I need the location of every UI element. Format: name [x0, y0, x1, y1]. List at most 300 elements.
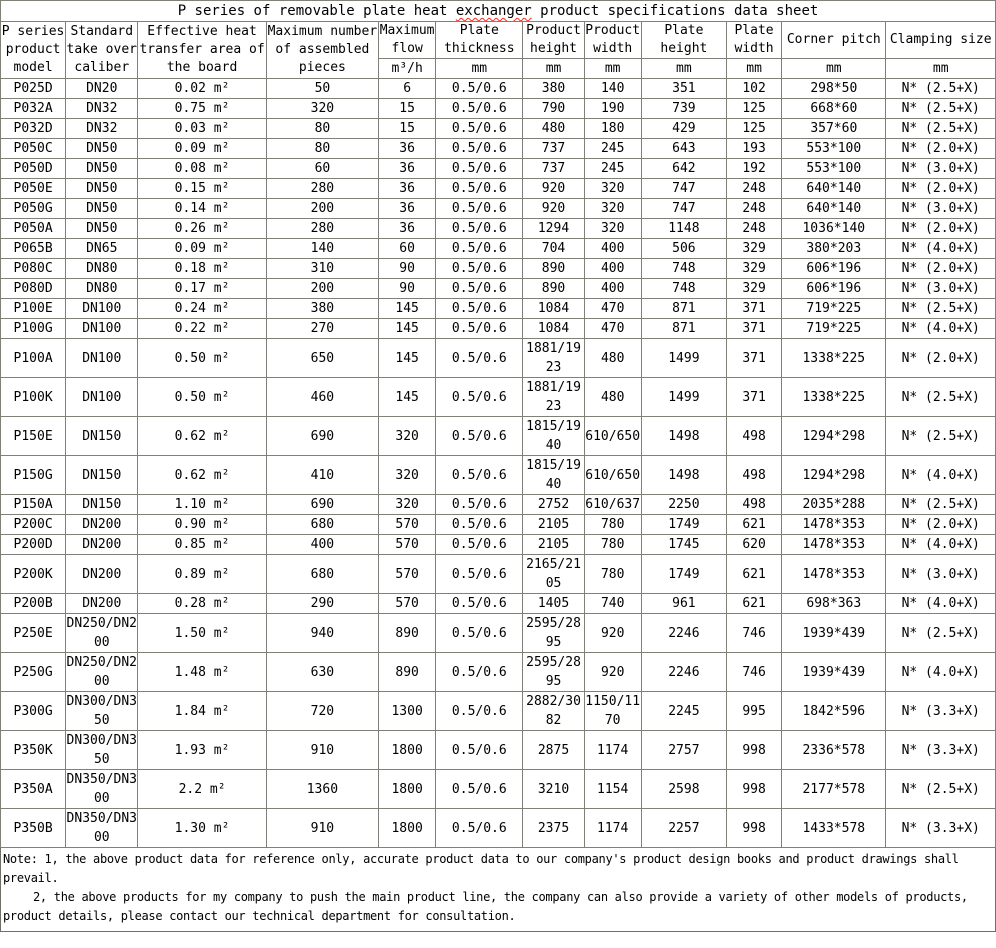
cell-caliber: DN150	[66, 495, 138, 515]
cell-plate-width: 995	[727, 692, 782, 731]
cell-model: P080D	[1, 279, 66, 299]
table-row	[1, 770, 996, 809]
cell-caliber: DN80	[66, 259, 138, 279]
cell-product-height: 1815/1940	[523, 456, 584, 495]
cell-plate-width: 248	[727, 179, 782, 199]
cell-area: 0.62 m²	[138, 417, 266, 456]
cell-area: 1.48 m²	[138, 653, 266, 692]
cell-product-width: 470	[584, 299, 641, 319]
cell-thickness: 0.5/0.6	[436, 692, 523, 731]
cell-clamping-size: N* (3.0+X)	[886, 199, 996, 219]
col-header-thickness: Plate thickness	[436, 22, 523, 59]
cell-caliber: DN350/DN300	[66, 770, 138, 809]
cell-corner-pitch: 298*50	[782, 79, 886, 99]
cell-model: P200B	[1, 594, 66, 614]
cell-plate-width: 125	[727, 119, 782, 139]
cell-area: 0.18 m²	[138, 259, 266, 279]
cell-flow: 1800	[379, 809, 436, 848]
page-title	[1, 1, 996, 22]
cell-plate-width: 998	[727, 809, 782, 848]
cell-product-height: 2165/2105	[523, 555, 584, 594]
cell-flow: 570	[379, 594, 436, 614]
cell-plate-height: 747	[641, 179, 726, 199]
cell-area: 0.17 m²	[138, 279, 266, 299]
cell-area: 0.26 m²	[138, 219, 266, 239]
cell-product-height: 2595/2895	[523, 653, 584, 692]
cell-corner-pitch: 2177*578	[782, 770, 886, 809]
cell-pieces: 140	[266, 239, 378, 259]
cell-thickness: 0.5/0.6	[436, 653, 523, 692]
cell-caliber: DN100	[66, 339, 138, 378]
col-header-model: P series product model	[1, 22, 66, 79]
cell-corner-pitch: 2035*288	[782, 495, 886, 515]
cell-corner-pitch: 357*60	[782, 119, 886, 139]
cell-clamping-size: N* (3.0+X)	[886, 555, 996, 594]
cell-product-width: 920	[584, 653, 641, 692]
cell-model: P200C	[1, 515, 66, 535]
table-row	[1, 614, 996, 653]
cell-product-width: 400	[584, 259, 641, 279]
cell-caliber: DN300/DN350	[66, 731, 138, 770]
cell-product-height: 2105	[523, 535, 584, 555]
cell-pieces: 380	[266, 299, 378, 319]
cell-thickness: 0.5/0.6	[436, 299, 523, 319]
cell-product-height: 1881/1923	[523, 378, 584, 417]
cell-plate-height: 871	[641, 299, 726, 319]
cell-caliber: DN200	[66, 555, 138, 594]
cell-flow: 36	[379, 139, 436, 159]
cell-flow: 36	[379, 219, 436, 239]
cell-plate-height: 2257	[641, 809, 726, 848]
cell-plate-width: 371	[727, 339, 782, 378]
cell-caliber: DN200	[66, 515, 138, 535]
cell-plate-height: 642	[641, 159, 726, 179]
footnotes	[0, 848, 996, 932]
cell-clamping-size: N* (2.5+X)	[886, 79, 996, 99]
cell-area: 0.15 m²	[138, 179, 266, 199]
cell-product-width: 245	[584, 139, 641, 159]
cell-plate-width: 498	[727, 417, 782, 456]
cell-plate-height: 2757	[641, 731, 726, 770]
cell-product-width: 190	[584, 99, 641, 119]
cell-product-height: 2752	[523, 495, 584, 515]
cell-flow: 145	[379, 378, 436, 417]
cell-thickness: 0.5/0.6	[436, 339, 523, 378]
cell-plate-height: 1498	[641, 456, 726, 495]
table-row	[1, 417, 996, 456]
cell-flow: 570	[379, 515, 436, 535]
table-row	[1, 456, 996, 495]
table-row	[1, 535, 996, 555]
title-post: product specifications data sheet	[531, 3, 819, 19]
cell-plate-width: 621	[727, 594, 782, 614]
cell-pieces: 280	[266, 219, 378, 239]
cell-pieces: 200	[266, 199, 378, 219]
cell-model: P150E	[1, 417, 66, 456]
cell-product-height: 1084	[523, 299, 584, 319]
cell-corner-pitch: 719*225	[782, 319, 886, 339]
cell-plate-width: 192	[727, 159, 782, 179]
cell-corner-pitch: 606*196	[782, 259, 886, 279]
cell-flow: 320	[379, 456, 436, 495]
cell-caliber: DN200	[66, 535, 138, 555]
cell-pieces: 680	[266, 515, 378, 535]
cell-product-width: 1154	[584, 770, 641, 809]
cell-clamping-size: N* (3.3+X)	[886, 692, 996, 731]
cell-pieces: 690	[266, 417, 378, 456]
cell-flow: 90	[379, 279, 436, 299]
cell-pieces: 940	[266, 614, 378, 653]
cell-corner-pitch: 1478*353	[782, 515, 886, 535]
cell-caliber: DN32	[66, 99, 138, 119]
cell-plate-width: 193	[727, 139, 782, 159]
cell-clamping-size: N* (2.5+X)	[886, 417, 996, 456]
cell-plate-width: 125	[727, 99, 782, 119]
cell-caliber: DN100	[66, 319, 138, 339]
cell-clamping-size: N* (4.0+X)	[886, 239, 996, 259]
cell-thickness: 0.5/0.6	[436, 417, 523, 456]
cell-model: P032A	[1, 99, 66, 119]
cell-clamping-size: N* (2.0+X)	[886, 179, 996, 199]
cell-pieces: 910	[266, 809, 378, 848]
cell-pieces: 80	[266, 119, 378, 139]
cell-pieces: 720	[266, 692, 378, 731]
cell-model: P300G	[1, 692, 66, 731]
cell-product-width: 480	[584, 339, 641, 378]
cell-corner-pitch: 640*140	[782, 199, 886, 219]
cell-product-height: 2375	[523, 809, 584, 848]
cell-corner-pitch: 606*196	[782, 279, 886, 299]
cell-clamping-size: N* (4.0+X)	[886, 535, 996, 555]
table-row	[1, 79, 996, 99]
cell-area: 0.09 m²	[138, 239, 266, 259]
cell-thickness: 0.5/0.6	[436, 139, 523, 159]
cell-product-width: 920	[584, 614, 641, 653]
cell-clamping-size: N* (3.3+X)	[886, 809, 996, 848]
cell-flow: 145	[379, 319, 436, 339]
cell-thickness: 0.5/0.6	[436, 535, 523, 555]
cell-plate-height: 871	[641, 319, 726, 339]
cell-thickness: 0.5/0.6	[436, 378, 523, 417]
col-header-corner-pitch: Corner pitch	[782, 22, 886, 59]
cell-flow: 145	[379, 299, 436, 319]
cell-corner-pitch: 2336*578	[782, 731, 886, 770]
cell-clamping-size: N* (2.0+X)	[886, 339, 996, 378]
title-pre: P series of removable plate heat	[177, 3, 456, 19]
table-row	[1, 555, 996, 594]
cell-flow: 570	[379, 535, 436, 555]
cell-flow: 90	[379, 259, 436, 279]
cell-plate-height: 2598	[641, 770, 726, 809]
cell-area: 0.50 m²	[138, 339, 266, 378]
cell-pieces: 1360	[266, 770, 378, 809]
unit-product-height: mm	[523, 59, 584, 79]
cell-caliber: DN20	[66, 79, 138, 99]
cell-caliber: DN50	[66, 199, 138, 219]
cell-thickness: 0.5/0.6	[436, 79, 523, 99]
cell-corner-pitch: 1478*353	[782, 555, 886, 594]
unit-plate-width: mm	[727, 59, 782, 79]
cell-thickness: 0.5/0.6	[436, 594, 523, 614]
cell-plate-width: 498	[727, 495, 782, 515]
cell-plate-width: 620	[727, 535, 782, 555]
cell-plate-width: 371	[727, 299, 782, 319]
table-row	[1, 239, 996, 259]
cell-flow: 1800	[379, 731, 436, 770]
cell-pieces: 680	[266, 555, 378, 594]
cell-product-width: 780	[584, 555, 641, 594]
cell-model: P050G	[1, 199, 66, 219]
cell-plate-height: 1745	[641, 535, 726, 555]
cell-pieces: 50	[266, 79, 378, 99]
cell-product-height: 1084	[523, 319, 584, 339]
cell-thickness: 0.5/0.6	[436, 614, 523, 653]
cell-area: 0.50 m²	[138, 378, 266, 417]
cell-corner-pitch: 553*100	[782, 159, 886, 179]
cell-flow: 6	[379, 79, 436, 99]
cell-product-height: 890	[523, 259, 584, 279]
col-header-pieces: Maximum number of assembled pieces	[266, 22, 378, 79]
table-row	[1, 119, 996, 139]
cell-caliber: DN200	[66, 594, 138, 614]
col-header-clamping-size: Clamping size	[886, 22, 996, 59]
cell-area: 0.08 m²	[138, 159, 266, 179]
cell-plate-height: 1498	[641, 417, 726, 456]
cell-pieces: 60	[266, 159, 378, 179]
cell-flow: 890	[379, 614, 436, 653]
cell-plate-height: 429	[641, 119, 726, 139]
cell-corner-pitch: 1294*298	[782, 417, 886, 456]
cell-thickness: 0.5/0.6	[436, 731, 523, 770]
cell-area: 1.30 m²	[138, 809, 266, 848]
table-row	[1, 692, 996, 731]
cell-product-width: 470	[584, 319, 641, 339]
unit-thickness: mm	[436, 59, 523, 79]
cell-clamping-size: N* (2.5+X)	[886, 770, 996, 809]
cell-model: P150A	[1, 495, 66, 515]
cell-clamping-size: N* (2.0+X)	[886, 139, 996, 159]
cell-plate-height: 748	[641, 259, 726, 279]
title-row	[1, 1, 996, 22]
cell-product-height: 737	[523, 139, 584, 159]
table-row	[1, 259, 996, 279]
cell-thickness: 0.5/0.6	[436, 119, 523, 139]
cell-thickness: 0.5/0.6	[436, 770, 523, 809]
cell-product-width: 1150/1170	[584, 692, 641, 731]
cell-caliber: DN300/DN350	[66, 692, 138, 731]
cell-model: P100E	[1, 299, 66, 319]
cell-thickness: 0.5/0.6	[436, 219, 523, 239]
cell-model: P025D	[1, 79, 66, 99]
table-row	[1, 339, 996, 378]
table-body	[1, 79, 996, 848]
cell-model: P350B	[1, 809, 66, 848]
cell-model: P100K	[1, 378, 66, 417]
cell-model: P050A	[1, 219, 66, 239]
table-row	[1, 219, 996, 239]
cell-caliber: DN80	[66, 279, 138, 299]
cell-clamping-size: N* (2.5+X)	[886, 614, 996, 653]
cell-model: P200K	[1, 555, 66, 594]
footnote-1: Note: 1, the above product data for reference only, accurate product data to our company's product design books and product drawings shall prevail.	[3, 852, 959, 885]
cell-plate-width: 329	[727, 279, 782, 299]
unit-flow: m³/h	[379, 59, 436, 79]
cell-product-width: 610/650	[584, 456, 641, 495]
cell-plate-height: 1499	[641, 339, 726, 378]
cell-thickness: 0.5/0.6	[436, 456, 523, 495]
cell-corner-pitch: 1433*578	[782, 809, 886, 848]
cell-corner-pitch: 719*225	[782, 299, 886, 319]
cell-plate-width: 329	[727, 239, 782, 259]
cell-area: 0.90 m²	[138, 515, 266, 535]
cell-plate-height: 506	[641, 239, 726, 259]
col-header-plate-width: Plate width	[727, 22, 782, 59]
table-row	[1, 495, 996, 515]
cell-area: 0.14 m²	[138, 199, 266, 219]
cell-clamping-size: N* (3.3+X)	[886, 731, 996, 770]
cell-product-width: 1174	[584, 731, 641, 770]
title-flagged-word: exchanger	[455, 3, 532, 19]
cell-corner-pitch: 1338*225	[782, 339, 886, 378]
table-row	[1, 653, 996, 692]
cell-product-height: 737	[523, 159, 584, 179]
cell-plate-height: 961	[641, 594, 726, 614]
cell-area: 1.10 m²	[138, 495, 266, 515]
cell-flow: 36	[379, 179, 436, 199]
cell-product-height: 1405	[523, 594, 584, 614]
cell-clamping-size: N* (2.0+X)	[886, 515, 996, 535]
cell-product-width: 480	[584, 378, 641, 417]
cell-pieces: 650	[266, 339, 378, 378]
cell-flow: 320	[379, 417, 436, 456]
cell-plate-width: 621	[727, 515, 782, 535]
cell-product-width: 245	[584, 159, 641, 179]
cell-flow: 890	[379, 653, 436, 692]
cell-area: 0.28 m²	[138, 594, 266, 614]
cell-corner-pitch: 1939*439	[782, 614, 886, 653]
cell-pieces: 410	[266, 456, 378, 495]
cell-plate-height: 748	[641, 279, 726, 299]
cell-pieces: 630	[266, 653, 378, 692]
cell-caliber: DN65	[66, 239, 138, 259]
table-row	[1, 199, 996, 219]
cell-corner-pitch: 668*60	[782, 99, 886, 119]
cell-product-width: 1174	[584, 809, 641, 848]
cell-plate-width: 371	[727, 378, 782, 417]
cell-plate-width: 329	[727, 259, 782, 279]
table-row	[1, 299, 996, 319]
table-row	[1, 139, 996, 159]
cell-thickness: 0.5/0.6	[436, 199, 523, 219]
cell-plate-width: 248	[727, 219, 782, 239]
cell-pieces: 690	[266, 495, 378, 515]
cell-area: 0.22 m²	[138, 319, 266, 339]
cell-plate-height: 1499	[641, 378, 726, 417]
col-header-product-height: Product height	[523, 22, 584, 59]
cell-thickness: 0.5/0.6	[436, 179, 523, 199]
cell-caliber: DN150	[66, 456, 138, 495]
cell-area: 0.75 m²	[138, 99, 266, 119]
unit-product-width: mm	[584, 59, 641, 79]
table-row	[1, 731, 996, 770]
cell-flow: 320	[379, 495, 436, 515]
cell-thickness: 0.5/0.6	[436, 515, 523, 535]
cell-thickness: 0.5/0.6	[436, 495, 523, 515]
cell-model: P350K	[1, 731, 66, 770]
col-header-plate-height: Plate height	[641, 22, 726, 59]
col-header-caliber: Standard take over caliber	[66, 22, 138, 79]
cell-model: P050C	[1, 139, 66, 159]
cell-product-width: 180	[584, 119, 641, 139]
cell-plate-width: 746	[727, 614, 782, 653]
cell-product-width: 400	[584, 239, 641, 259]
cell-thickness: 0.5/0.6	[436, 239, 523, 259]
cell-thickness: 0.5/0.6	[436, 259, 523, 279]
cell-plate-width: 498	[727, 456, 782, 495]
table-row	[1, 515, 996, 535]
table-row	[1, 159, 996, 179]
cell-model: P100G	[1, 319, 66, 339]
cell-flow: 60	[379, 239, 436, 259]
cell-plate-width: 621	[727, 555, 782, 594]
cell-plate-height: 747	[641, 199, 726, 219]
cell-clamping-size: N* (2.5+X)	[886, 299, 996, 319]
cell-thickness: 0.5/0.6	[436, 279, 523, 299]
cell-product-height: 2882/3082	[523, 692, 584, 731]
cell-plate-width: 998	[727, 770, 782, 809]
cell-plate-height: 2250	[641, 495, 726, 515]
cell-clamping-size: N* (4.0+X)	[886, 319, 996, 339]
cell-clamping-size: N* (2.5+X)	[886, 99, 996, 119]
cell-area: 0.85 m²	[138, 535, 266, 555]
table-row	[1, 179, 996, 199]
cell-flow: 15	[379, 119, 436, 139]
cell-clamping-size: N* (2.5+X)	[886, 495, 996, 515]
cell-area: 0.62 m²	[138, 456, 266, 495]
cell-product-height: 790	[523, 99, 584, 119]
cell-caliber: DN50	[66, 139, 138, 159]
cell-corner-pitch: 1842*596	[782, 692, 886, 731]
table-row	[1, 279, 996, 299]
cell-model: P200D	[1, 535, 66, 555]
cell-product-height: 1294	[523, 219, 584, 239]
cell-clamping-size: N* (2.0+X)	[886, 219, 996, 239]
cell-model: P050D	[1, 159, 66, 179]
cell-plate-height: 1749	[641, 555, 726, 594]
cell-model: P250E	[1, 614, 66, 653]
cell-model: P150G	[1, 456, 66, 495]
cell-model: P100A	[1, 339, 66, 378]
cell-flow: 570	[379, 555, 436, 594]
cell-area: 2.2 m²	[138, 770, 266, 809]
cell-plate-height: 2245	[641, 692, 726, 731]
cell-plate-height: 643	[641, 139, 726, 159]
cell-plate-height: 2246	[641, 614, 726, 653]
cell-caliber: DN32	[66, 119, 138, 139]
cell-thickness: 0.5/0.6	[436, 99, 523, 119]
cell-caliber: DN50	[66, 219, 138, 239]
cell-plate-width: 998	[727, 731, 782, 770]
cell-caliber: DN250/DN200	[66, 614, 138, 653]
cell-product-width: 320	[584, 179, 641, 199]
cell-product-width: 610/650	[584, 417, 641, 456]
col-header-area: Effective heat transfer area of the board	[138, 22, 266, 79]
cell-clamping-size: N* (3.0+X)	[886, 279, 996, 299]
col-header-flow: Maximum flow	[379, 22, 436, 59]
cell-product-height: 1881/1923	[523, 339, 584, 378]
cell-caliber: DN250/DN200	[66, 653, 138, 692]
cell-corner-pitch: 553*100	[782, 139, 886, 159]
